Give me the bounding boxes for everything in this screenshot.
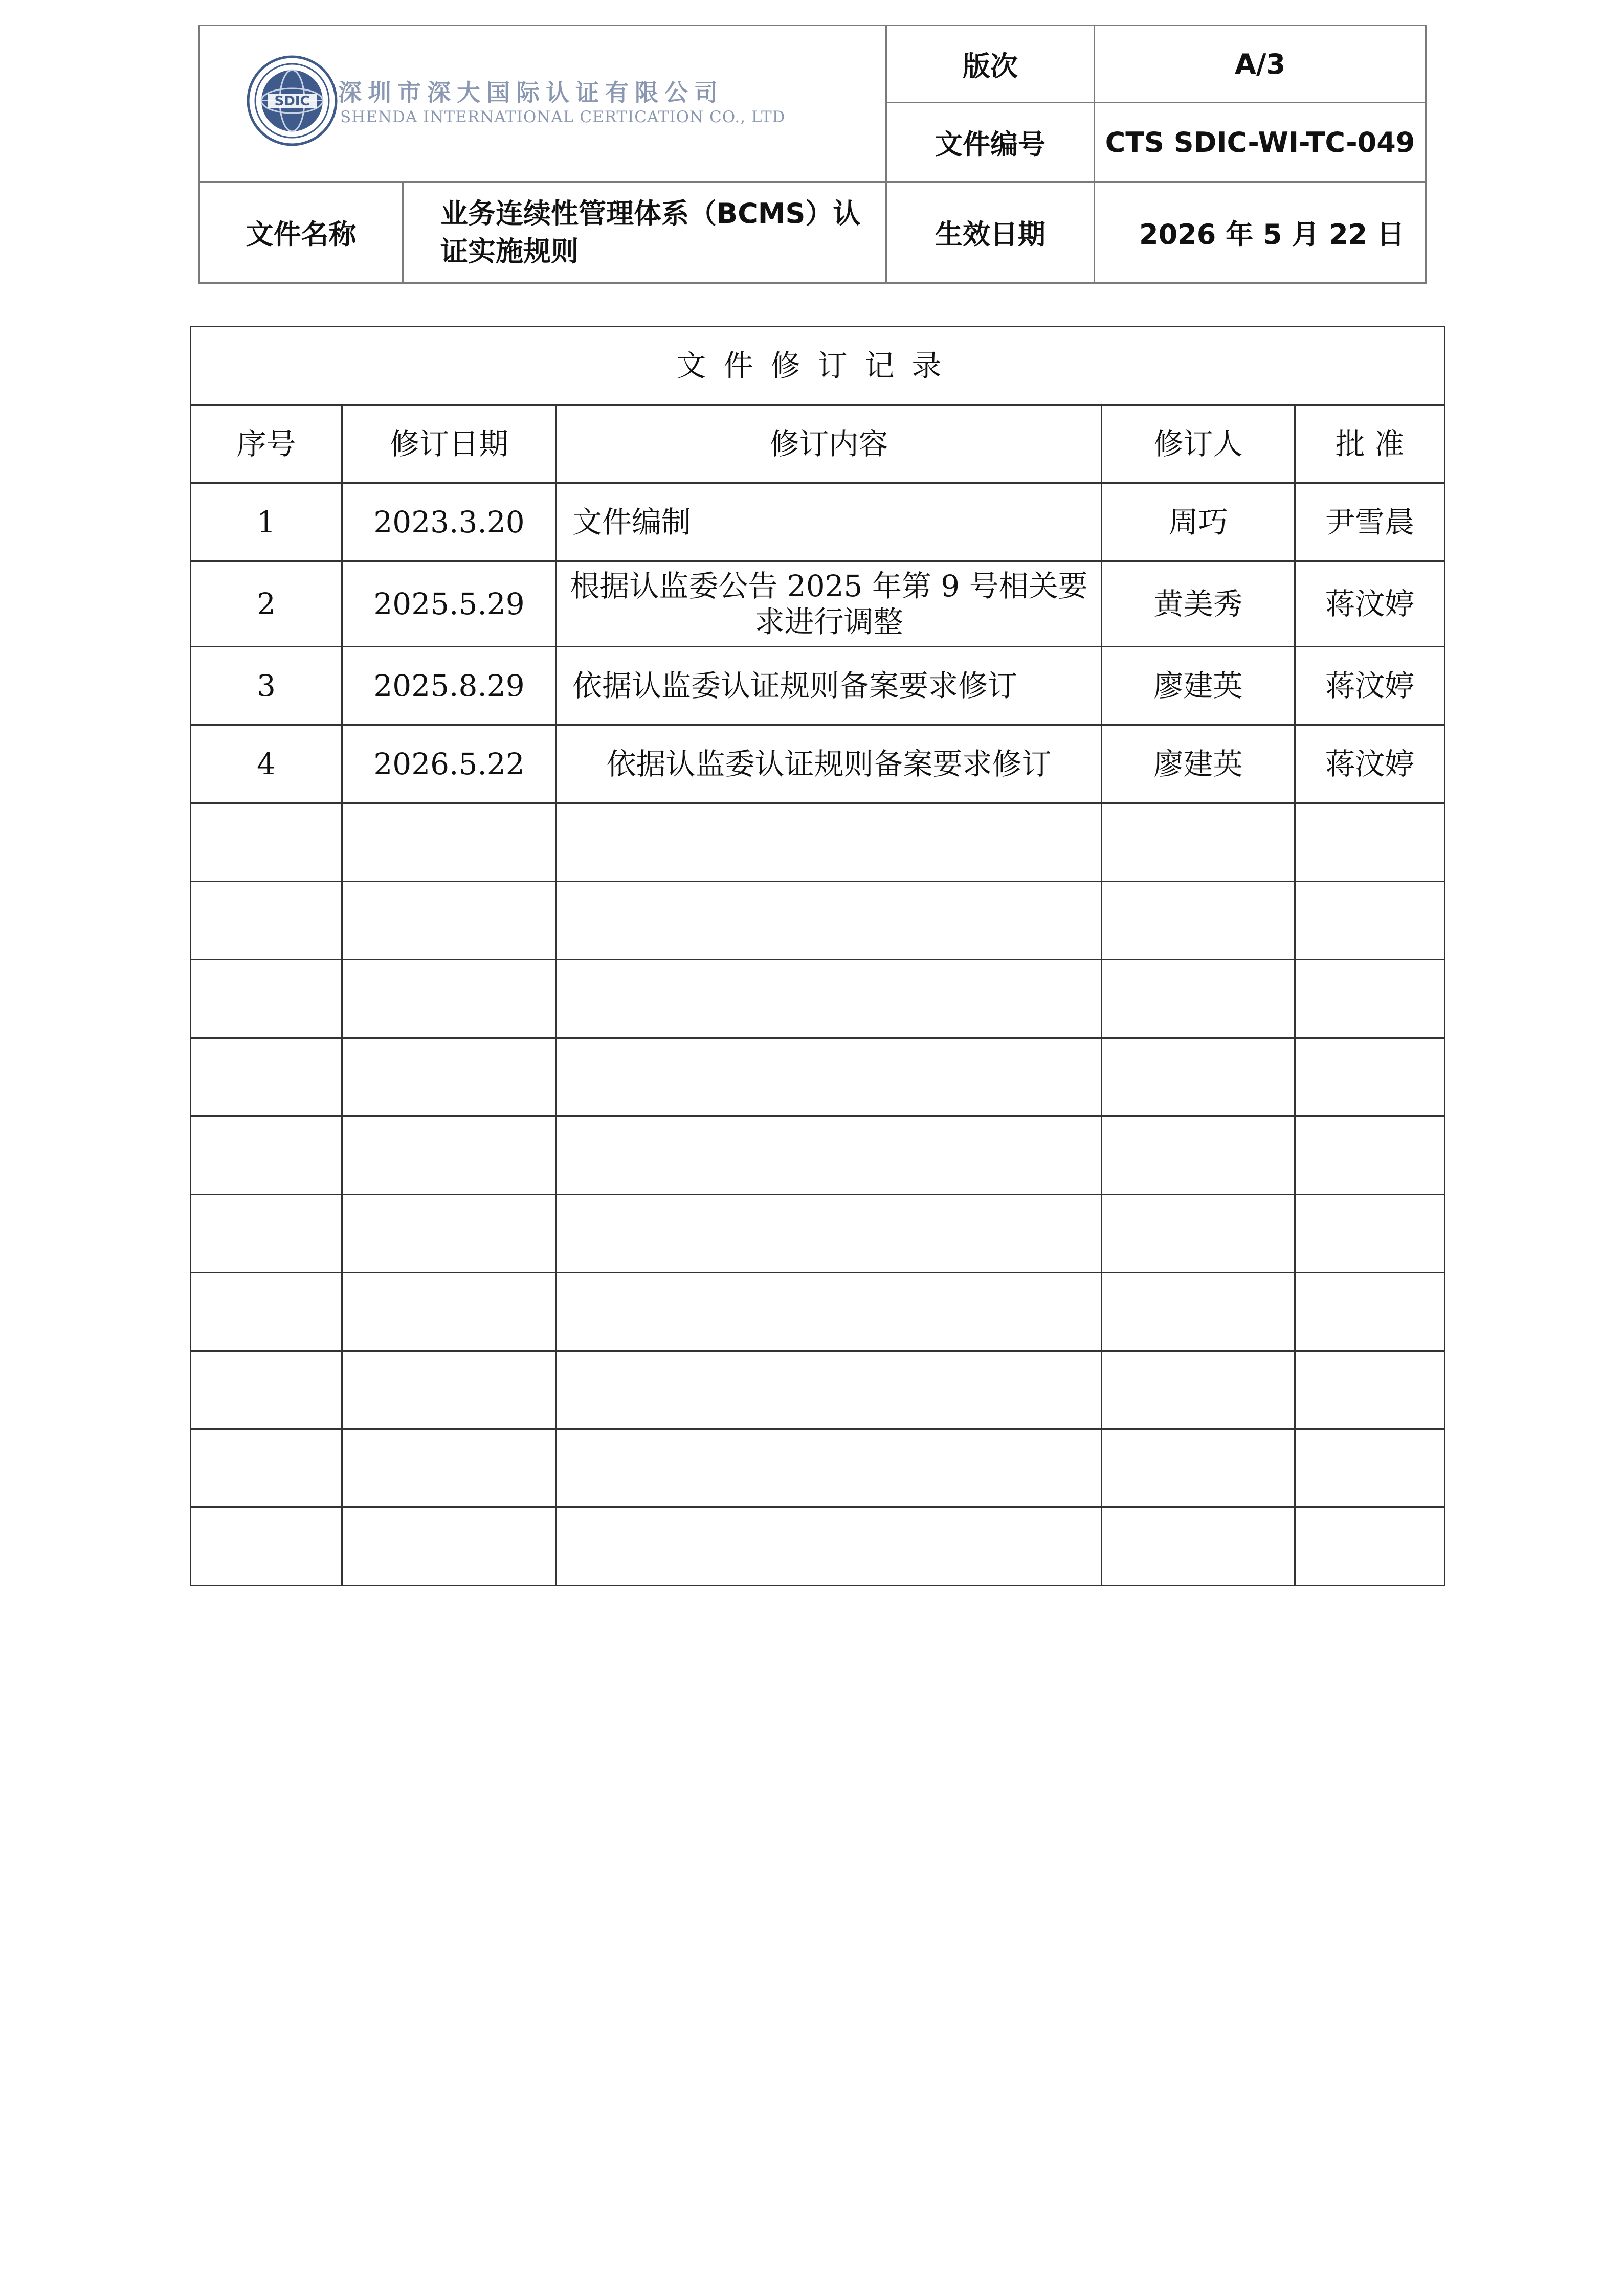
row-no: 4 [191,725,342,803]
doc-number-value: CTS SDIC-WI-TC-049 [1095,103,1426,182]
empty-cell [1102,1429,1295,1507]
empty-cell [342,1351,557,1429]
revision-table-caption: 文件修订记录 [191,327,1445,405]
svg-text:SDIC: SDIC [274,94,310,109]
row-no: 1 [191,483,342,561]
revision-table-header-row [191,405,1445,483]
row-no: 2 [191,561,342,647]
revision-record-table [190,326,1445,1586]
empty-cell [342,803,557,882]
table-row [191,561,1445,647]
empty-cell [191,960,342,1038]
empty-cell [557,803,1102,882]
doc-name-value: 业务连续性管理体系（BCMS）认证实施规则 [403,182,886,283]
row-reviser: 廖建英 [1102,725,1295,803]
empty-cell [1102,1351,1295,1429]
column-header-no: 序号 [191,405,342,483]
empty-table-row [191,1273,1445,1351]
empty-table-row [191,882,1445,960]
company-logo-icon [246,55,338,147]
row-date: 2025.5.29 [342,561,557,647]
empty-cell [557,1507,1102,1586]
company-logo-cell [199,26,886,182]
version-value: A/3 [1095,26,1426,103]
effective-date-label: 生效日期 [886,182,1095,283]
empty-cell [557,882,1102,960]
row-content: 根据认监委公告 2025 年第 9 号相关要求进行调整 [557,561,1102,647]
empty-cell [191,1351,342,1429]
row-content: 文件编制 [557,483,1102,561]
empty-table-row [191,1351,1445,1429]
document-header-table [198,25,1427,284]
empty-cell [342,1116,557,1195]
empty-cell [342,1038,557,1116]
row-no: 3 [191,647,342,725]
empty-cell [1102,1273,1295,1351]
version-label: 版次 [886,26,1095,103]
company-name-cn: 深圳市深大国际认证有限公司 [338,79,724,106]
empty-table-row [191,1195,1445,1273]
column-header-content: 修订内容 [557,405,1102,483]
row-approver: 尹雪晨 [1295,483,1445,561]
empty-cell [342,882,557,960]
row-date: 2026.5.22 [342,725,557,803]
empty-cell [1102,1116,1295,1195]
row-approver: 蒋汶婷 [1295,647,1445,725]
column-header-date: 修订日期 [342,405,557,483]
effective-date-value: 2026 年 5 月 22 日 [1095,182,1426,283]
row-approver: 蒋汶婷 [1295,725,1445,803]
empty-table-row [191,1507,1445,1586]
empty-cell [191,1116,342,1195]
doc-number-label: 文件编号 [886,103,1095,182]
empty-cell [342,1273,557,1351]
empty-cell [557,1195,1102,1273]
empty-cell [557,1351,1102,1429]
empty-table-row [191,960,1445,1038]
empty-cell [191,1273,342,1351]
empty-cell [1295,1507,1445,1586]
empty-cell [557,1116,1102,1195]
company-name-en: SHENDA INTERNATIONAL CERTICATION CO., LTD [340,108,786,126]
empty-table-row [191,1038,1445,1116]
table-row [191,725,1445,803]
row-date: 2023.3.20 [342,483,557,561]
empty-cell [1295,803,1445,882]
empty-cell [342,960,557,1038]
empty-cell [342,1507,557,1586]
empty-cell [1295,1195,1445,1273]
empty-cell [1295,1273,1445,1351]
empty-cell [1102,1507,1295,1586]
empty-cell [191,1195,342,1273]
column-header-reviser: 修订人 [1102,405,1295,483]
empty-cell [191,803,342,882]
row-content: 依据认监委认证规则备案要求修订 [557,647,1102,725]
empty-cell [557,1273,1102,1351]
empty-cell [1102,1038,1295,1116]
empty-cell [191,1038,342,1116]
table-row [191,483,1445,561]
empty-table-row [191,1116,1445,1195]
empty-cell [557,1429,1102,1507]
empty-cell [1295,1116,1445,1195]
table-row [191,647,1445,725]
empty-cell [1295,960,1445,1038]
empty-cell [1102,960,1295,1038]
empty-rows [191,803,1445,1586]
empty-cell [557,1038,1102,1116]
row-date: 2025.8.29 [342,647,557,725]
empty-cell [1295,882,1445,960]
empty-cell [191,882,342,960]
empty-cell [1102,882,1295,960]
empty-cell [342,1429,557,1507]
row-reviser: 周巧 [1102,483,1295,561]
column-header-approver: 批 准 [1295,405,1445,483]
row-approver: 蒋汶婷 [1295,561,1445,647]
empty-cell [1102,803,1295,882]
empty-cell [1295,1429,1445,1507]
empty-table-row [191,1429,1445,1507]
row-reviser: 黄美秀 [1102,561,1295,647]
empty-cell [1295,1038,1445,1116]
doc-name-label: 文件名称 [199,182,403,283]
row-reviser: 廖建英 [1102,647,1295,725]
empty-cell [342,1195,557,1273]
empty-cell [1295,1351,1445,1429]
empty-cell [1102,1195,1295,1273]
empty-cell [191,1507,342,1586]
empty-cell [557,960,1102,1038]
empty-table-row [191,803,1445,882]
row-content: 依据认监委认证规则备案要求修订 [557,725,1102,803]
empty-cell [191,1429,342,1507]
